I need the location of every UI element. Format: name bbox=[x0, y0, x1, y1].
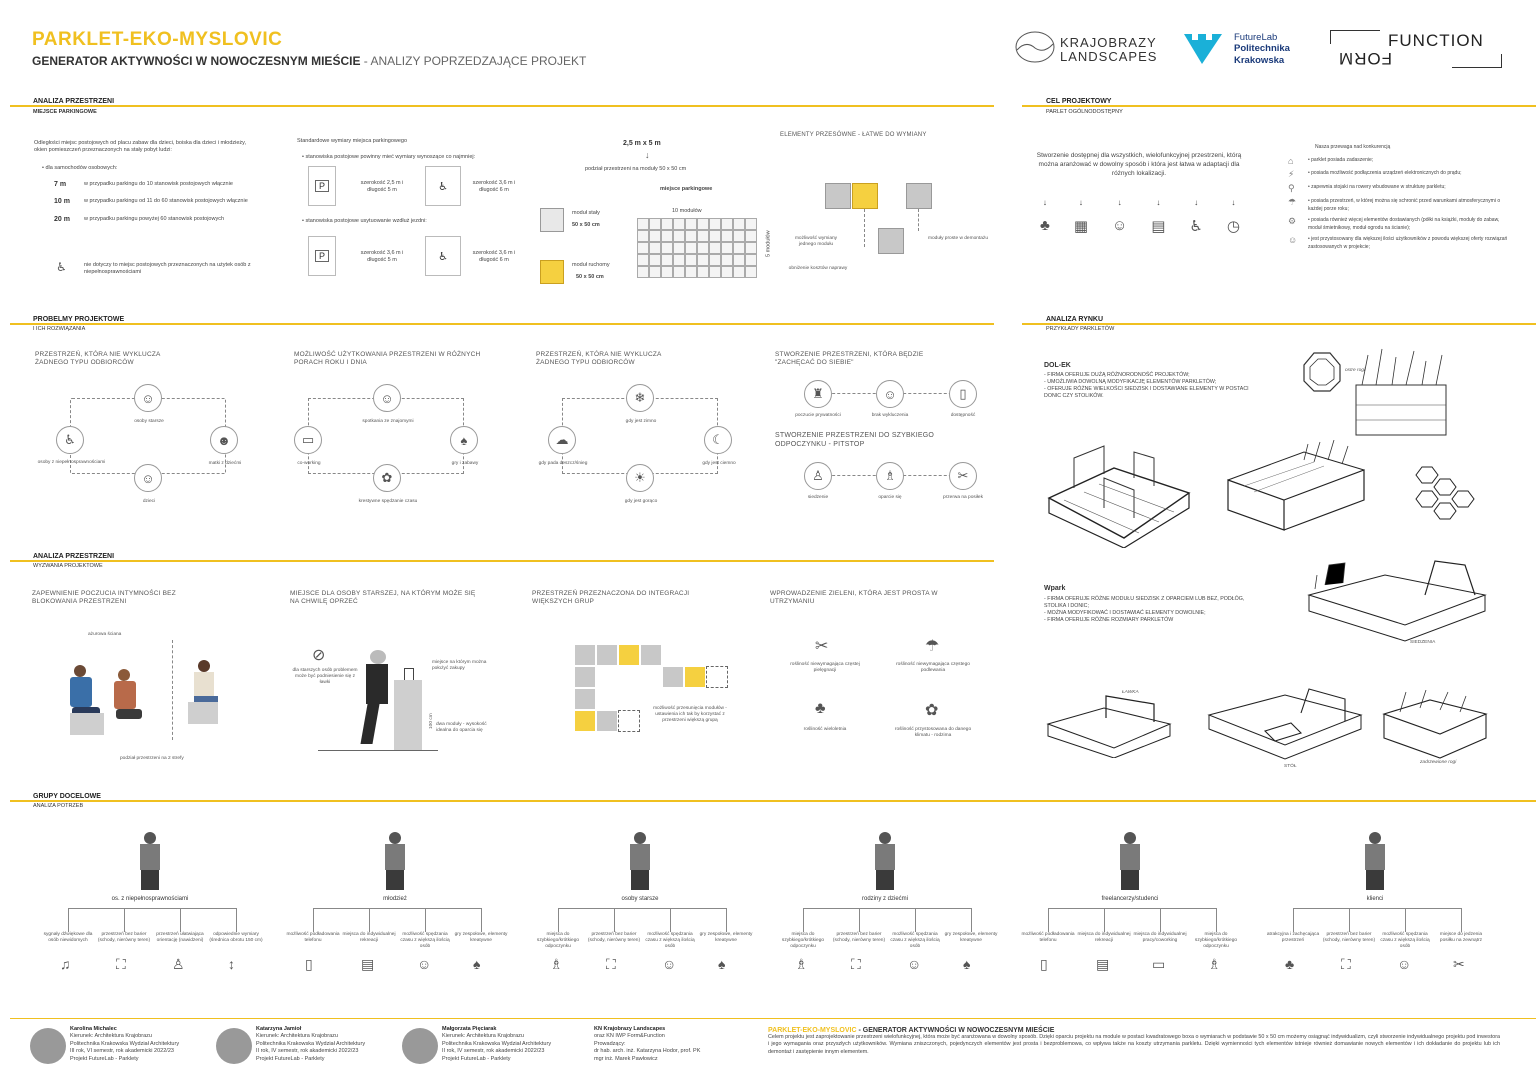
grid-cell bbox=[649, 266, 661, 278]
grid-cell bbox=[673, 230, 685, 242]
need-icon: ♗ bbox=[1208, 956, 1221, 972]
advantage-icon: ⌂ bbox=[1288, 156, 1294, 166]
grid-cell bbox=[649, 218, 661, 230]
need-label: przestrzeń bez barier (schody, nierówny teren) bbox=[832, 932, 886, 944]
tree-tick bbox=[803, 908, 804, 932]
group-figure bbox=[380, 832, 410, 888]
kn-info: KN Krajobrazy Landscapes oraz KN IWP Form&Function Prowadzący: dr hab. arch. inż. Katarzyna Hodor, prof. PK mgr inż. Marek Pawłowicz bbox=[594, 1026, 701, 1062]
module-block bbox=[574, 688, 596, 710]
need-label: miejsca do szybkiego/krótkiego odpoczynku bbox=[781, 932, 825, 950]
need-label: atrakcyjna i zachęcająca przestrzeń bbox=[1266, 932, 1320, 944]
group-figure bbox=[1360, 832, 1390, 888]
grid-cell bbox=[745, 230, 757, 242]
need-icon: ♠ bbox=[473, 956, 481, 972]
grid-cell bbox=[661, 218, 673, 230]
list-item bbox=[1288, 235, 1513, 251]
sketch-dolek-corner bbox=[1224, 440, 1374, 540]
wpark-list: - FIRMA OFERUJE RÓŻNE MODUŁU SIEDZISK Z OPARCIEM LUB BEZ, PODŁÓG, STOLIKA I DONIC; - MOŻNA MODYFIKOWAĆ I DOSTAWIAĆ ELEMENTY DOWOLNIE; - FIRMA OFERUJE RÓŻNE ROZMIARY PARKLETÓW bbox=[1044, 596, 1245, 624]
seedling-icon: ✿ bbox=[925, 702, 939, 719]
grid-cell bbox=[637, 218, 649, 230]
group-name: os. z niepełnosprawnościami bbox=[111, 896, 189, 902]
tree-connector bbox=[313, 908, 481, 909]
need-label: możliwość podładowania telefonu bbox=[1021, 932, 1075, 944]
avatar bbox=[402, 1028, 438, 1064]
landscape-logo-icon bbox=[1014, 30, 1056, 64]
advantage-text: • posiada również więcej elementów dostawianych (półki na książki, moduły do zabaw, moduł śmietnikowy, moduł ogrodu na ścianie); bbox=[1308, 217, 1500, 231]
grid-cell bbox=[709, 266, 721, 278]
section-divider bbox=[10, 323, 994, 325]
need-icon: ✂ bbox=[1453, 956, 1465, 972]
tree-connector bbox=[1293, 908, 1461, 909]
section-title: ANALIZA RYNKU bbox=[1046, 316, 1104, 323]
tree-connector bbox=[803, 908, 971, 909]
tree-tick bbox=[1461, 908, 1462, 932]
author-line: Projekt FutureLab - Parklety bbox=[70, 1055, 139, 1062]
need-icon: ♠ bbox=[718, 956, 726, 972]
author-line: Kierunek: Architektura Krajobrazu bbox=[256, 1033, 338, 1040]
grid-cell bbox=[661, 254, 673, 266]
tree-tick bbox=[558, 908, 559, 932]
sketch-wpark-planter bbox=[1380, 690, 1490, 760]
module-block bbox=[574, 710, 596, 732]
grid-cell bbox=[745, 254, 757, 266]
leaning-icon: ♗ bbox=[876, 462, 904, 490]
sketch-wpark-table bbox=[1205, 685, 1365, 765]
grid-cell bbox=[697, 254, 709, 266]
need-icon: ♠ bbox=[963, 956, 971, 972]
grid-cell bbox=[685, 266, 697, 278]
meal-icon: ✂ bbox=[949, 462, 977, 490]
target-group bbox=[1020, 820, 1245, 1000]
group-name: freelancerzy/studenci bbox=[1101, 896, 1159, 902]
tree-tick bbox=[859, 908, 860, 932]
bag-icon bbox=[404, 668, 414, 680]
elderly-icon: ☺ bbox=[134, 384, 162, 412]
advantage-icon: ⚲ bbox=[1288, 183, 1295, 193]
grid-cell bbox=[673, 266, 685, 278]
list-item: 7 m w przypadku parkingu do 10 stanowisk postojowych włącznie bbox=[54, 181, 233, 188]
need-icon: ♣ bbox=[1285, 956, 1295, 972]
author-line: Projekt FutureLab - Parklety bbox=[442, 1055, 511, 1062]
tree-tick bbox=[726, 908, 727, 932]
section-title: CEL PROJEKTOWY bbox=[1046, 98, 1112, 105]
advantage-icon: ⚙ bbox=[1288, 216, 1297, 226]
people-meeting-icon: ☺ bbox=[373, 384, 401, 412]
people-icon: ☺ bbox=[1111, 217, 1128, 234]
section-divider bbox=[10, 560, 994, 562]
tree-icon: ♣ bbox=[815, 700, 826, 717]
page-title: PARKLET-EKO-MYSLOVIC bbox=[32, 29, 283, 50]
need-icon: ↕ bbox=[228, 956, 235, 972]
group-figure bbox=[135, 832, 165, 888]
grid-cell bbox=[745, 266, 757, 278]
author-card bbox=[402, 1026, 582, 1071]
grid-cell bbox=[709, 230, 721, 242]
inclusion-icon: ☺ bbox=[876, 380, 904, 408]
need-icon: ▯ bbox=[1040, 956, 1048, 972]
sitting-icon: ♙ bbox=[804, 462, 832, 490]
distance-list bbox=[54, 181, 274, 233]
need-icon: ☺ bbox=[662, 956, 677, 972]
tree-connector bbox=[68, 908, 236, 909]
need-label: odpowiednie wymiary (średnica obrotu 150 cm) bbox=[209, 932, 263, 944]
need-label: miejsca do szybkiego/krótkiego odpoczynku bbox=[536, 932, 580, 950]
need-label: miejsca do szybkiego/krótkiego odpoczynku bbox=[1194, 932, 1238, 950]
creative-icon: ✿ bbox=[373, 464, 401, 492]
wheelchair-icon: ♿ bbox=[56, 426, 84, 454]
need-icon: ♗ bbox=[550, 956, 563, 972]
logo-krajobrazy bbox=[1014, 30, 1056, 66]
grid-cell bbox=[637, 266, 649, 278]
tree-tick bbox=[614, 908, 615, 932]
need-icon: ♗ bbox=[795, 956, 808, 972]
need-icon: ⛶ bbox=[851, 956, 861, 972]
need-label: miejsca do indywidualnej rekreacji bbox=[1077, 932, 1131, 944]
wheelchair-icon: ♿ bbox=[425, 236, 461, 276]
project-description: PARKLET-EKO-MYSLOVIC - GENERATOR AKTYWNOŚCI W NOWOCZESNYM MIEŚCIE Celem projektu jest zaprojektowanie przestrzeni wielofunkcyjnej, która może być aranżowana w dowolny sposób. Dzięki oparciu projektu na module w postaci kwadratowego boxa o wymiarach w podstawie 50 x 50 cm możemy osiągnąć indywidualizm, czyli stworzenie indywidualnego projektu pod inwestora i jego wymagania oraz przyszłych użytkowników. Wymiana zniszczonych, pojedynczych elementów jest prosta i bezproblemowa, co wpływa także na koszty utrzymania parkletu. Dzięki wymienności tych elementów istnieje również domawianie nowych elementów i ich dokładanie do projektu lub ich demontaż i zastępienie innym elementem. bbox=[768, 1027, 1500, 1055]
tree-tick bbox=[1349, 908, 1350, 932]
need-label: przestrzeń bez barier (schody, nierówny teren) bbox=[97, 932, 151, 944]
group-name: osoby starsze bbox=[621, 896, 659, 902]
grid-cell bbox=[661, 266, 673, 278]
clock-icon: ◷ bbox=[1226, 218, 1240, 235]
tree-tick bbox=[915, 908, 916, 932]
section-title: ANALIZA PRZESTRZENI bbox=[33, 98, 115, 105]
advantage-text: • jest przystosowany dla większej ilości użytkowników z powodu większej oferty rozwiązań zastosowanych w projekcie; bbox=[1308, 236, 1508, 250]
section-divider bbox=[10, 105, 994, 107]
grid-cell bbox=[709, 218, 721, 230]
author-info bbox=[442, 1026, 582, 1063]
tree-tick bbox=[481, 908, 482, 932]
list-item bbox=[1288, 169, 1513, 180]
need-label: możliwość podładowania telefonu bbox=[286, 932, 340, 944]
need-label: możliwość spędzania czasu z większą ilością osób bbox=[1380, 932, 1430, 950]
tree-tick bbox=[369, 908, 370, 932]
need-label: przestrzeń bez barier (schody, nierówny teren) bbox=[1322, 932, 1376, 944]
grid-cell bbox=[697, 242, 709, 254]
tree-tick bbox=[236, 908, 237, 932]
thermometer-cold-icon: ❄ bbox=[626, 384, 654, 412]
need-label: możliwość spędzania czasu z większą ilością osób bbox=[645, 932, 695, 950]
avatar bbox=[30, 1028, 66, 1064]
tree-tick bbox=[1160, 908, 1161, 932]
tree-tick bbox=[180, 908, 181, 932]
list-item bbox=[1288, 197, 1513, 213]
parking-icon: P bbox=[308, 236, 336, 276]
author-line: Politechnika Krakowska Wydział Architektury bbox=[442, 1040, 552, 1047]
author-line: II rok, IV semestr, rok akademicki 2022/23 bbox=[256, 1048, 359, 1055]
need-icon: ⛶ bbox=[1341, 956, 1351, 972]
mother-child-icon: ☻ bbox=[210, 426, 238, 454]
grid-cell bbox=[733, 242, 745, 254]
grid-cell bbox=[721, 218, 733, 230]
module-block bbox=[906, 183, 932, 209]
advantage-icon: ☺ bbox=[1288, 235, 1298, 245]
module-stack bbox=[394, 680, 422, 750]
arrow-down-icon: ↓ bbox=[645, 150, 650, 160]
grid-cell bbox=[673, 242, 685, 254]
target-group bbox=[530, 820, 755, 1000]
grid-cell bbox=[637, 242, 649, 254]
author-name: Małgorzata Pięciarak bbox=[442, 1026, 497, 1032]
module-block bbox=[878, 228, 904, 254]
wheelchair-icon: ♿ bbox=[425, 166, 461, 206]
module-block bbox=[596, 644, 618, 666]
avatar bbox=[216, 1028, 252, 1064]
grid-cell bbox=[649, 230, 661, 242]
parking-module-grid bbox=[637, 218, 757, 278]
tree-connector bbox=[1048, 908, 1216, 909]
tree-tick bbox=[68, 908, 69, 932]
cards-icon: ▤ bbox=[1151, 218, 1166, 235]
need-label: miejsca do indywidualnej rekreacji bbox=[342, 932, 396, 944]
need-icon: ☺ bbox=[1397, 956, 1412, 972]
target-groups bbox=[40, 820, 1510, 1000]
grid-cell bbox=[637, 230, 649, 242]
sketch-dolek-bench bbox=[1044, 438, 1194, 548]
need-label: gry zespołowe, elementy kreatywne bbox=[454, 932, 508, 944]
sketch-dolek-planters bbox=[1296, 345, 1456, 445]
need-label: sygnały dźwiękowe dla osób niewidomych bbox=[43, 932, 93, 944]
grid-cell bbox=[697, 266, 709, 278]
need-icon: ▯ bbox=[305, 956, 313, 972]
module-block bbox=[640, 644, 662, 666]
need-label: możliwość spędzania czasu z większą ilością osób bbox=[400, 932, 450, 950]
integration-module-diagram bbox=[574, 644, 724, 739]
child-icon: ☺ bbox=[134, 464, 162, 492]
grid-cell bbox=[721, 266, 733, 278]
grid-cell bbox=[649, 242, 661, 254]
target-group bbox=[285, 820, 510, 1000]
wheelchair-icon: ♿ bbox=[56, 260, 67, 274]
tree-tick bbox=[313, 908, 314, 932]
module-block bbox=[706, 666, 728, 688]
module-block bbox=[574, 666, 596, 688]
need-label: gry zespołowe, elementy kreatywne bbox=[699, 932, 753, 944]
section-divider bbox=[1022, 323, 1536, 325]
scissors-icon: ✂ bbox=[815, 638, 829, 655]
thermometer-hot-icon: ☀ bbox=[626, 464, 654, 492]
need-icon: ♙ bbox=[172, 956, 185, 972]
author-info bbox=[70, 1026, 210, 1063]
grid-cell bbox=[649, 254, 661, 266]
wheelchair-icon: ♿ bbox=[1189, 218, 1203, 235]
sketch-wpark-bench bbox=[1044, 688, 1174, 758]
need-icon: ▤ bbox=[361, 956, 375, 972]
grid-cell bbox=[697, 230, 709, 242]
need-icon: ♫ bbox=[60, 956, 71, 972]
need-icon: ⛶ bbox=[606, 956, 616, 972]
grid-cell bbox=[685, 254, 697, 266]
grid-cell bbox=[661, 230, 673, 242]
grid-cell bbox=[733, 230, 745, 242]
list-item bbox=[1288, 216, 1513, 232]
module-block bbox=[618, 644, 640, 666]
author-name: Katarzyna Jamioł bbox=[256, 1026, 302, 1032]
author-line: Kierunek: Architektura Krajobrazu bbox=[70, 1033, 152, 1040]
tree-tick bbox=[1104, 908, 1105, 932]
grid-cell bbox=[685, 230, 697, 242]
section-divider bbox=[10, 800, 1536, 802]
author-card bbox=[216, 1026, 396, 1071]
advantage-icon: ☂ bbox=[1288, 197, 1297, 207]
tree-tick bbox=[1293, 908, 1294, 932]
need-label: miejsce do jedzenia posiłku na zewnątrz bbox=[1439, 932, 1483, 944]
group-name: rodziny z dziećmi bbox=[861, 896, 908, 902]
target-group bbox=[40, 820, 265, 1000]
need-label: miejsca do indywidualnej pracy/coworking bbox=[1133, 932, 1187, 944]
list-item bbox=[1288, 183, 1513, 194]
module-block bbox=[852, 183, 878, 209]
need-icon: ☺ bbox=[907, 956, 922, 972]
grid-cell bbox=[733, 218, 745, 230]
need-label: gry zespołowe, elementy kreatywne bbox=[944, 932, 998, 944]
grid-cell bbox=[673, 218, 685, 230]
tree-tick bbox=[971, 908, 972, 932]
tree-connector bbox=[558, 908, 726, 909]
parking-icon: P bbox=[308, 166, 336, 206]
author-line: III rok, VI semestr, rok akademicki 2022/23 bbox=[70, 1048, 174, 1055]
tree-tick bbox=[1216, 908, 1217, 932]
section-divider bbox=[1022, 105, 1536, 107]
tree-tick bbox=[1405, 908, 1406, 932]
grid-cell bbox=[697, 218, 709, 230]
author-info bbox=[256, 1026, 396, 1063]
need-label: możliwość spędzania czasu z większą ilością osób bbox=[890, 932, 940, 950]
module-block bbox=[574, 644, 596, 666]
group-name: klienci bbox=[1366, 896, 1384, 902]
grid-cell bbox=[721, 254, 733, 266]
author-line: Politechnika Krakowska Wydział Architektury bbox=[256, 1040, 366, 1047]
page-subtitle: GENERATOR AKTYWNOŚCI W NOWOCZESNYM MIEŚCIE - ANALIZY POPRZEDZAJĄCE PROJEKT bbox=[32, 54, 587, 68]
goal-icons: ↓ ♣ ↓ ▦ ↓ ☺ ↓ ▤ ↓ ♿ ↓ ◷ bbox=[1040, 198, 1240, 235]
module-block bbox=[596, 710, 618, 732]
function-form-logo: FUNCTION FORM bbox=[1330, 30, 1502, 68]
grid-cell bbox=[745, 218, 757, 230]
futurelab-logo-icon bbox=[1182, 30, 1224, 66]
grid-cell bbox=[709, 242, 721, 254]
section-title: GRUPY DOCELOWE bbox=[33, 793, 101, 800]
tree-tick bbox=[425, 908, 426, 932]
group-figure bbox=[870, 832, 900, 888]
sketch-hexagon-modules bbox=[1410, 465, 1480, 525]
module-block bbox=[825, 183, 851, 209]
need-icon: ⛶ bbox=[116, 956, 126, 972]
grid-cell bbox=[721, 230, 733, 242]
list-item: 20 m w przypadku parkingu powyżej 60 stanowisk postojowych bbox=[54, 215, 225, 223]
tree-tick bbox=[670, 908, 671, 932]
section-title: PROBELMY PROJEKTOWE bbox=[33, 316, 125, 323]
author-line: Politechnika Krakowska Wydział Architektury bbox=[70, 1040, 180, 1047]
moon-icon: ☾ bbox=[704, 426, 732, 454]
group-name: młodzież bbox=[383, 896, 407, 902]
author-card bbox=[30, 1026, 210, 1071]
advantages-list bbox=[1288, 156, 1513, 254]
need-icon: ▤ bbox=[1096, 956, 1110, 972]
grid-cell bbox=[709, 254, 721, 266]
author-line: II rok, IV semestr, rok akademicki 2022/23 bbox=[442, 1048, 545, 1055]
grid-cell bbox=[673, 254, 685, 266]
laptop-icon: ▭ bbox=[294, 426, 322, 454]
section-title: ANALIZA PRZESTRZENI bbox=[33, 553, 115, 560]
dolek-list: - FIRMA OFERUJE DUŻĄ RÓŻNORODNOŚĆ PROJEKTÓW; - UMOŻLIWIA DOWOLNĄ MODYFIKACJĘ ELEMENTÓW PARKLETÓW; - OFERUJE RÓŻNE WIELKOŚCI SIEDZISK I DOSTAWIANE ELEMENTY W POSTACI DONIC CZY STOLIKÓW. bbox=[1044, 372, 1249, 400]
list-item bbox=[1288, 156, 1513, 166]
target-group bbox=[775, 820, 1000, 1000]
advantage-icon: ⚡ bbox=[1288, 169, 1295, 179]
tree-tick bbox=[124, 908, 125, 932]
tree-icon: ♣ bbox=[1040, 217, 1050, 234]
author-line: Kierunek: Architektura Krajobrazu bbox=[442, 1033, 524, 1040]
grid-cell bbox=[685, 242, 697, 254]
module-block bbox=[662, 666, 684, 688]
rain-cloud-icon: ☁ bbox=[548, 426, 576, 454]
grid-cell bbox=[733, 254, 745, 266]
cubes-icon: ▦ bbox=[1073, 218, 1088, 235]
author-line: Projekt FutureLab - Parklety bbox=[256, 1055, 325, 1062]
module-block bbox=[618, 710, 640, 732]
target-group bbox=[1265, 820, 1490, 1000]
futurelab-logo bbox=[1182, 30, 1224, 68]
grid-cell bbox=[721, 242, 733, 254]
privacy-icon: ♜ bbox=[804, 380, 832, 408]
sketch-wpark-seat bbox=[1305, 555, 1490, 650]
no-bench-icon: ⊘ bbox=[312, 647, 326, 664]
games-icon: ♠ bbox=[450, 426, 478, 454]
advantage-text: • zapewnia stojaki na rowery wbudowane w strukturę parkletu; bbox=[1308, 184, 1446, 190]
need-label: przestrzeń ułatwiająca orientację (nawidzeni) bbox=[156, 932, 204, 944]
fixed-module-swatch bbox=[540, 208, 564, 232]
grid-cell bbox=[637, 254, 649, 266]
door-icon: ▯ bbox=[949, 380, 977, 408]
module-block bbox=[684, 666, 706, 688]
tree-tick bbox=[1048, 908, 1049, 932]
need-label: przestrzeń bez barier (schody, nierówny teren) bbox=[587, 932, 641, 944]
watering-can-icon: ☂ bbox=[925, 638, 940, 655]
advantage-text: • parklet posiada zadaszenie; bbox=[1308, 157, 1374, 163]
author-name: Karolina Michalec bbox=[70, 1026, 117, 1032]
grid-cell bbox=[661, 242, 673, 254]
grid-cell bbox=[745, 242, 757, 254]
list-item: 10 m w przypadku parkingu od 11 do 60 stanowisk postojowych włącznie bbox=[54, 198, 248, 206]
movable-module-swatch bbox=[540, 260, 564, 284]
advantage-text: • posiada możliwość podłączenia urządzeń elektronicznych do prądu; bbox=[1308, 170, 1462, 176]
grid-cell bbox=[685, 218, 697, 230]
need-icon: ☺ bbox=[417, 956, 432, 972]
group-figure bbox=[625, 832, 655, 888]
footer-divider bbox=[10, 1018, 1536, 1019]
need-icon: ▭ bbox=[1152, 956, 1166, 972]
group-figure bbox=[1115, 832, 1145, 888]
advantage-text: • posiada przestrzeń, w której można się schronić przed warunkami atmosferycznymi o każdej porze roku; bbox=[1308, 198, 1501, 212]
grid-cell bbox=[733, 266, 745, 278]
